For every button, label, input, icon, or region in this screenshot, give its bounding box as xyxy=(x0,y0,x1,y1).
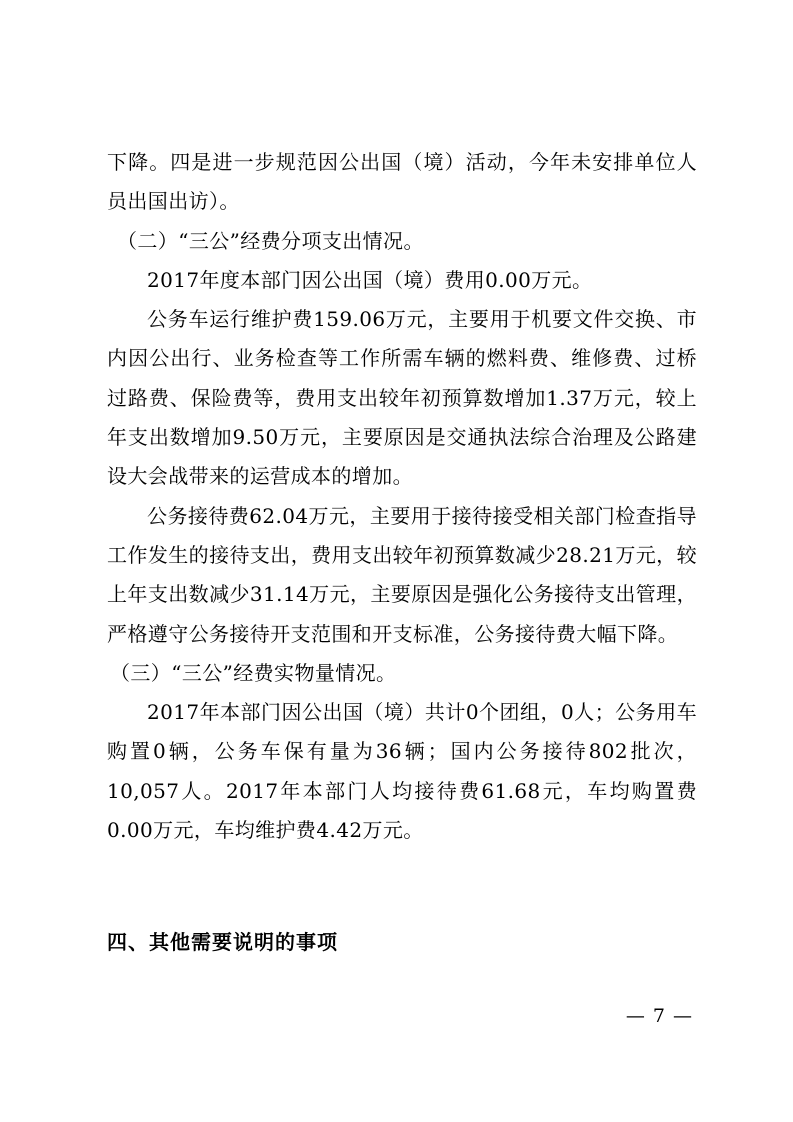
paragraph-vehicle-maintenance: 公务车运行维护费159.06万元，主要用于机要文件交换、市内因公出行、业务检查等工作所需车辆的燃料费、维修费、过桥过路费、保险费等，费用支出较年初预算数增加1.37万元，较上年支出数增加9.50万元，主要原因是交通执法综合治理及公路建设大会战带来的运营成本的增加。 xyxy=(107,307,697,489)
section-heading: 四、其他需要说明的事项 xyxy=(107,930,338,954)
paragraph-abroad-expense: 2017年度本部门因公出国（境）费用0.00万元。 xyxy=(147,267,593,292)
paragraph-continuation: 下降。四是进一步规范因公出国（境）活动，今年未安排单位人员出国出访）。 xyxy=(107,150,697,214)
page-number: — 7 — xyxy=(625,1005,693,1027)
document-body xyxy=(107,143,697,850)
paragraph-physical-quantity: 2017年本部门因公出国（境）共计0个团组，0人；公务用车购置0辆，公务车保有量为36辆；国内公务接待802批次，10,057人。2017年本部门人均接待费61.68元，车均购置费0.00万元，车均维护费4.42万元。 xyxy=(107,700,697,843)
paragraph-reception-expense: 公务接待费62.04万元，主要用于接待接受相关部门检查指导工作发生的接待支出，费用支出较年初预算数减少28.21万元，较上年支出数减少31.14万元，主要原因是强化公务接待支出管理，严格遵守公务接待开支范围和开支标准，公务接待费大幅下降。 xyxy=(107,503,697,646)
subheading-sangong-itemized: （二）“三公”经费分项支出情况。 xyxy=(117,228,424,253)
subheading-sangong-physical: （三）“三公”经费实物量情况。 xyxy=(110,660,397,685)
